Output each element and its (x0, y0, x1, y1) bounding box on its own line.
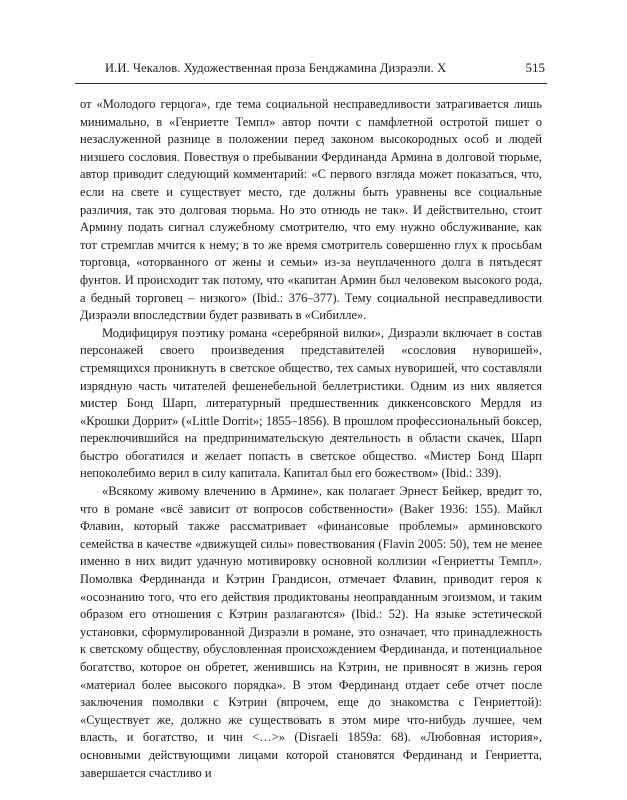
paragraph: Модифицируя поэтику романа «серебряной вилки», Дизраэли включает в состав персонажей своего произведения представителей «сословия нуворишей», стремящихся проникнуть в светское общество, тех самых нуворишей, что составляли изрядную часть читателей фешенебельной беллетристики. Одним из них является мистер Бонд Шарп, литературный предшественник диккенсовского Мердля из «Крошки Доррит» («Little Dorrit»; 1855–1856). В прошлом профессиональный боксер, переключившийся на предпринимательскую деятельность в области скачек, Шарп быстро обогатился и желает попасть в светское общество. «Мистер Бонд Шарп непоколебимо верил в силу капитала. Капитал был его божеством» (Ibid.: 339). (80, 325, 542, 481)
paragraph: «Всякому живому влечению в Армине», как полагает Эрнест Бейкер, вредит то, что в романе «всё зависит от вопросов собственности» (Baker 1936: 155). Майкл Флавин, который также рассматривает «финансовые проблемы» арминовского семейства в качестве «движущей силы» повествования (Flavin 2005: 50), тем не менее именно в них видит удачную мотивировку основной коллизии «Генриетты Темпл». Помолвка Фердинанда и Кэтрин Грандисон, отмечает Флавин, приводит героя к «осознанию того, что его действия продиктованы неоправданным эгоизмом, и таким образом его отношения с Кэтрин разлагаются» (Ibid.: 52). На языке эстетической установки, сформулированной Дизраэли в романе, это означает, что принадлежность к светскому обществу, обусловленная происхождением Фердинанда, и потенциальное богатство, которое он обретет, женившись на Кэтрин, не привносят в жизнь героя «материал более высокого порядка». В этом Фердинанд отдает себе отчет после заключения помолвки с Кэтрин (впрочем, еще до знакомства с Генриеттой): «Существует же, должно же существовать в этом мире что-нибудь лучшее, чем власть, и богатство, и чин <…>» (Disraeli 1859a: 68). «Любовная история», основными действующими лицами которой становятся Фердинанд и Генриетта, завершается счастливо и (80, 484, 542, 780)
body-text (80, 96, 542, 782)
running-header (105, 60, 545, 80)
running-title: И.И. Чекалов. Художественная проза Бенджамина Дизраэли. X (105, 61, 447, 75)
paragraph: от «Молодого герцога», где тема социальной несправедливости затрагивается лишь минимально, в «Генриетте Темпл» автор почти с памфлетной остротой пишет о незаслуженной разнице в положении перед законом высокородных особ и людей низшего сословия. Повествуя о пребывании Фердинанда Армина в долговой тюрьме, автор приводит следующий комментарий: «С первого взгляда может показаться, что, если на свете и существует место, где должны быть уравнены все социальные различия, так это долговая тюрьма. Но это отнюдь не так». И действительно, стоит Армину подать сигнал служебному смотрителю, что ему нужно обслуживание, как тот стремглав мчится к нему; в то же время смотритель совершенно глух к просьбам торговца, «оторванного от жены и семьи» из-за неуплаченного долга в пятьдесят фунтов. И происходит так потому, что «капитан Армин был человеком высокого рода, а бедный торговец – низкого» (Ibid.: 376–377). Тему социальной несправедливости Дизраэли впоследствии будет развивать в «Сибилле». (80, 97, 542, 323)
header-rule (75, 83, 547, 84)
page-number: 515 (525, 60, 545, 75)
